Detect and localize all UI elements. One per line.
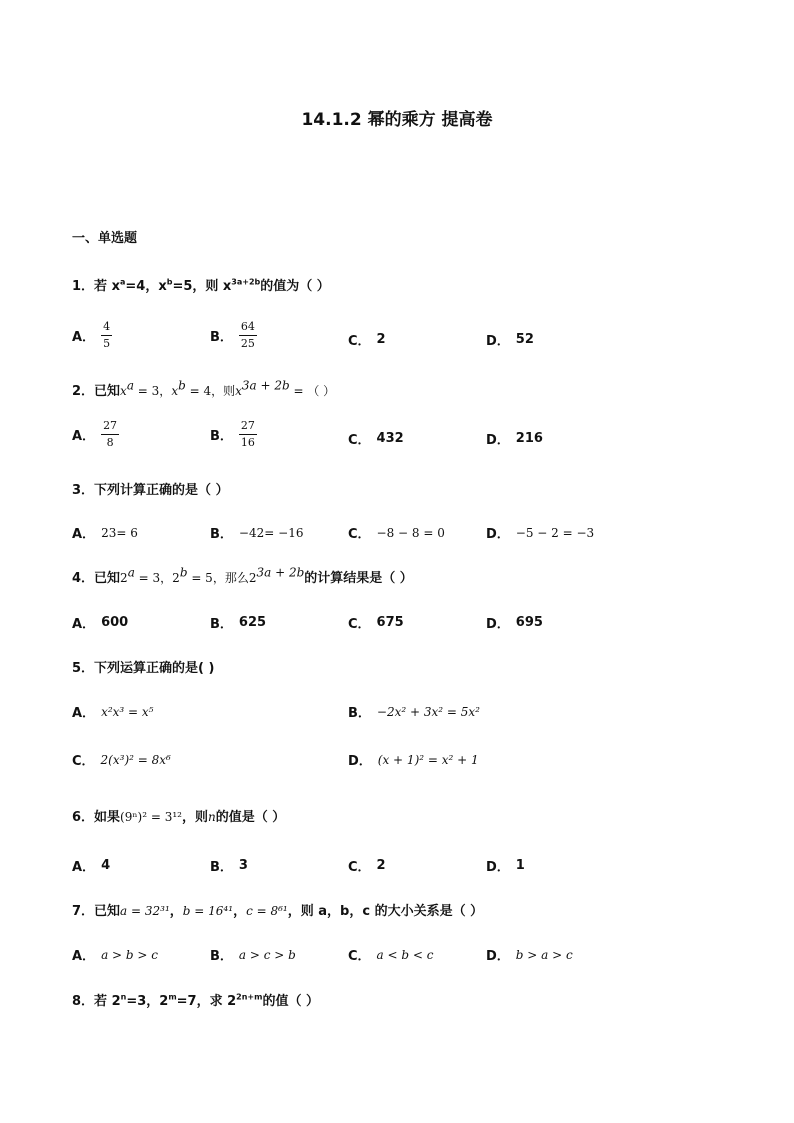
q7-option-a: A． a > b > c (72, 947, 158, 964)
q4-option-d: D． 695 (486, 615, 543, 632)
q1-option-c: C． 2 (348, 332, 386, 349)
q5-option-d: D． (x + 1)² = x² + 1 (348, 752, 479, 769)
q6-option-a: A． 4 (72, 858, 111, 875)
question-6: 6．如果(9ⁿ)² = 3¹²，则n的值是（ ） (72, 810, 286, 825)
q3-option-b: B． −4 2 = −16 (210, 525, 304, 542)
fraction: $\frac{27}{16}$ (240, 419, 255, 449)
q1-option-a: A． $\frac{4}{5}$ (72, 320, 111, 350)
q6-option-b: B． 3 (210, 858, 248, 875)
question-7: 7．已知a = 32³¹，b = 16⁴¹，c = 8⁶¹，则 a，b，c 的大小关系是（ ） (72, 904, 484, 919)
q6-option-c: C． 2 (348, 858, 386, 875)
question-4: 4．已知$2^a = 3$，$2^b = 5$，那么$2^{3a + 2b}$的计算结果是（ ） (72, 565, 413, 586)
question-1: 1．若 $x^a=4$，$x^b=5$，则 $x^{3a+2b}$的值为（ ） (72, 277, 330, 294)
q5-option-a: A． x²x³ = x⁵ (72, 704, 154, 721)
q3-option-d: D． −5 − 2 = −3 (486, 525, 595, 542)
q6-option-d: D． 1 (486, 858, 525, 875)
q4-option-b: B． 625 (210, 615, 267, 632)
q2-option-a: A． $\frac{27}{8}$ (72, 419, 118, 449)
q1-option-d: D． 52 (486, 332, 534, 349)
section-heading: 一、单选题 (72, 231, 138, 246)
q3-option-a: A． 2 3 = 6 (72, 525, 138, 542)
question-2: 2．已知$x^a = 3$，$x^b = 4$，则$x^{3a + 2b}$ = （ ） (72, 378, 336, 399)
q5-option-c: C． 2(x³)² = 8x⁶ (72, 752, 171, 769)
q7-option-c: C． a < b < c (348, 947, 434, 964)
fraction: $\frac{27}{8}$ (103, 419, 118, 449)
document-title: 14.1.2 幂的乘方 提高卷 (301, 110, 493, 130)
q7-option-d: D． b > a > c (486, 947, 573, 964)
question-3: 3．下列计算正确的是（ ） (72, 483, 229, 498)
question-8: 8．若 $2^n=3$，$2^m=7$，求 $2^{2n+m}$的值（ ） (72, 992, 320, 1009)
fraction: $\frac{4}{5}$ (103, 320, 111, 350)
q2-option-b: B． $\frac{27}{16}$ (210, 419, 255, 449)
question-5: 5．下列运算正确的是( ) (72, 661, 215, 676)
q2-option-c: C． 432 (348, 431, 404, 448)
q4-option-c: C． 675 (348, 615, 404, 632)
q4-option-a: A． 600 (72, 615, 129, 632)
q1-option-b: B． $\frac{64}{25}$ (210, 320, 255, 350)
fraction: $\frac{64}{25}$ (240, 320, 255, 350)
q3-option-c: C． −8 − 8 = 0 (348, 525, 445, 542)
q7-option-b: B． a > c > b (210, 947, 296, 964)
q5-option-b: B． −2x² + 3x² = 5x² (348, 704, 480, 721)
q2-option-d: D． 216 (486, 431, 543, 448)
